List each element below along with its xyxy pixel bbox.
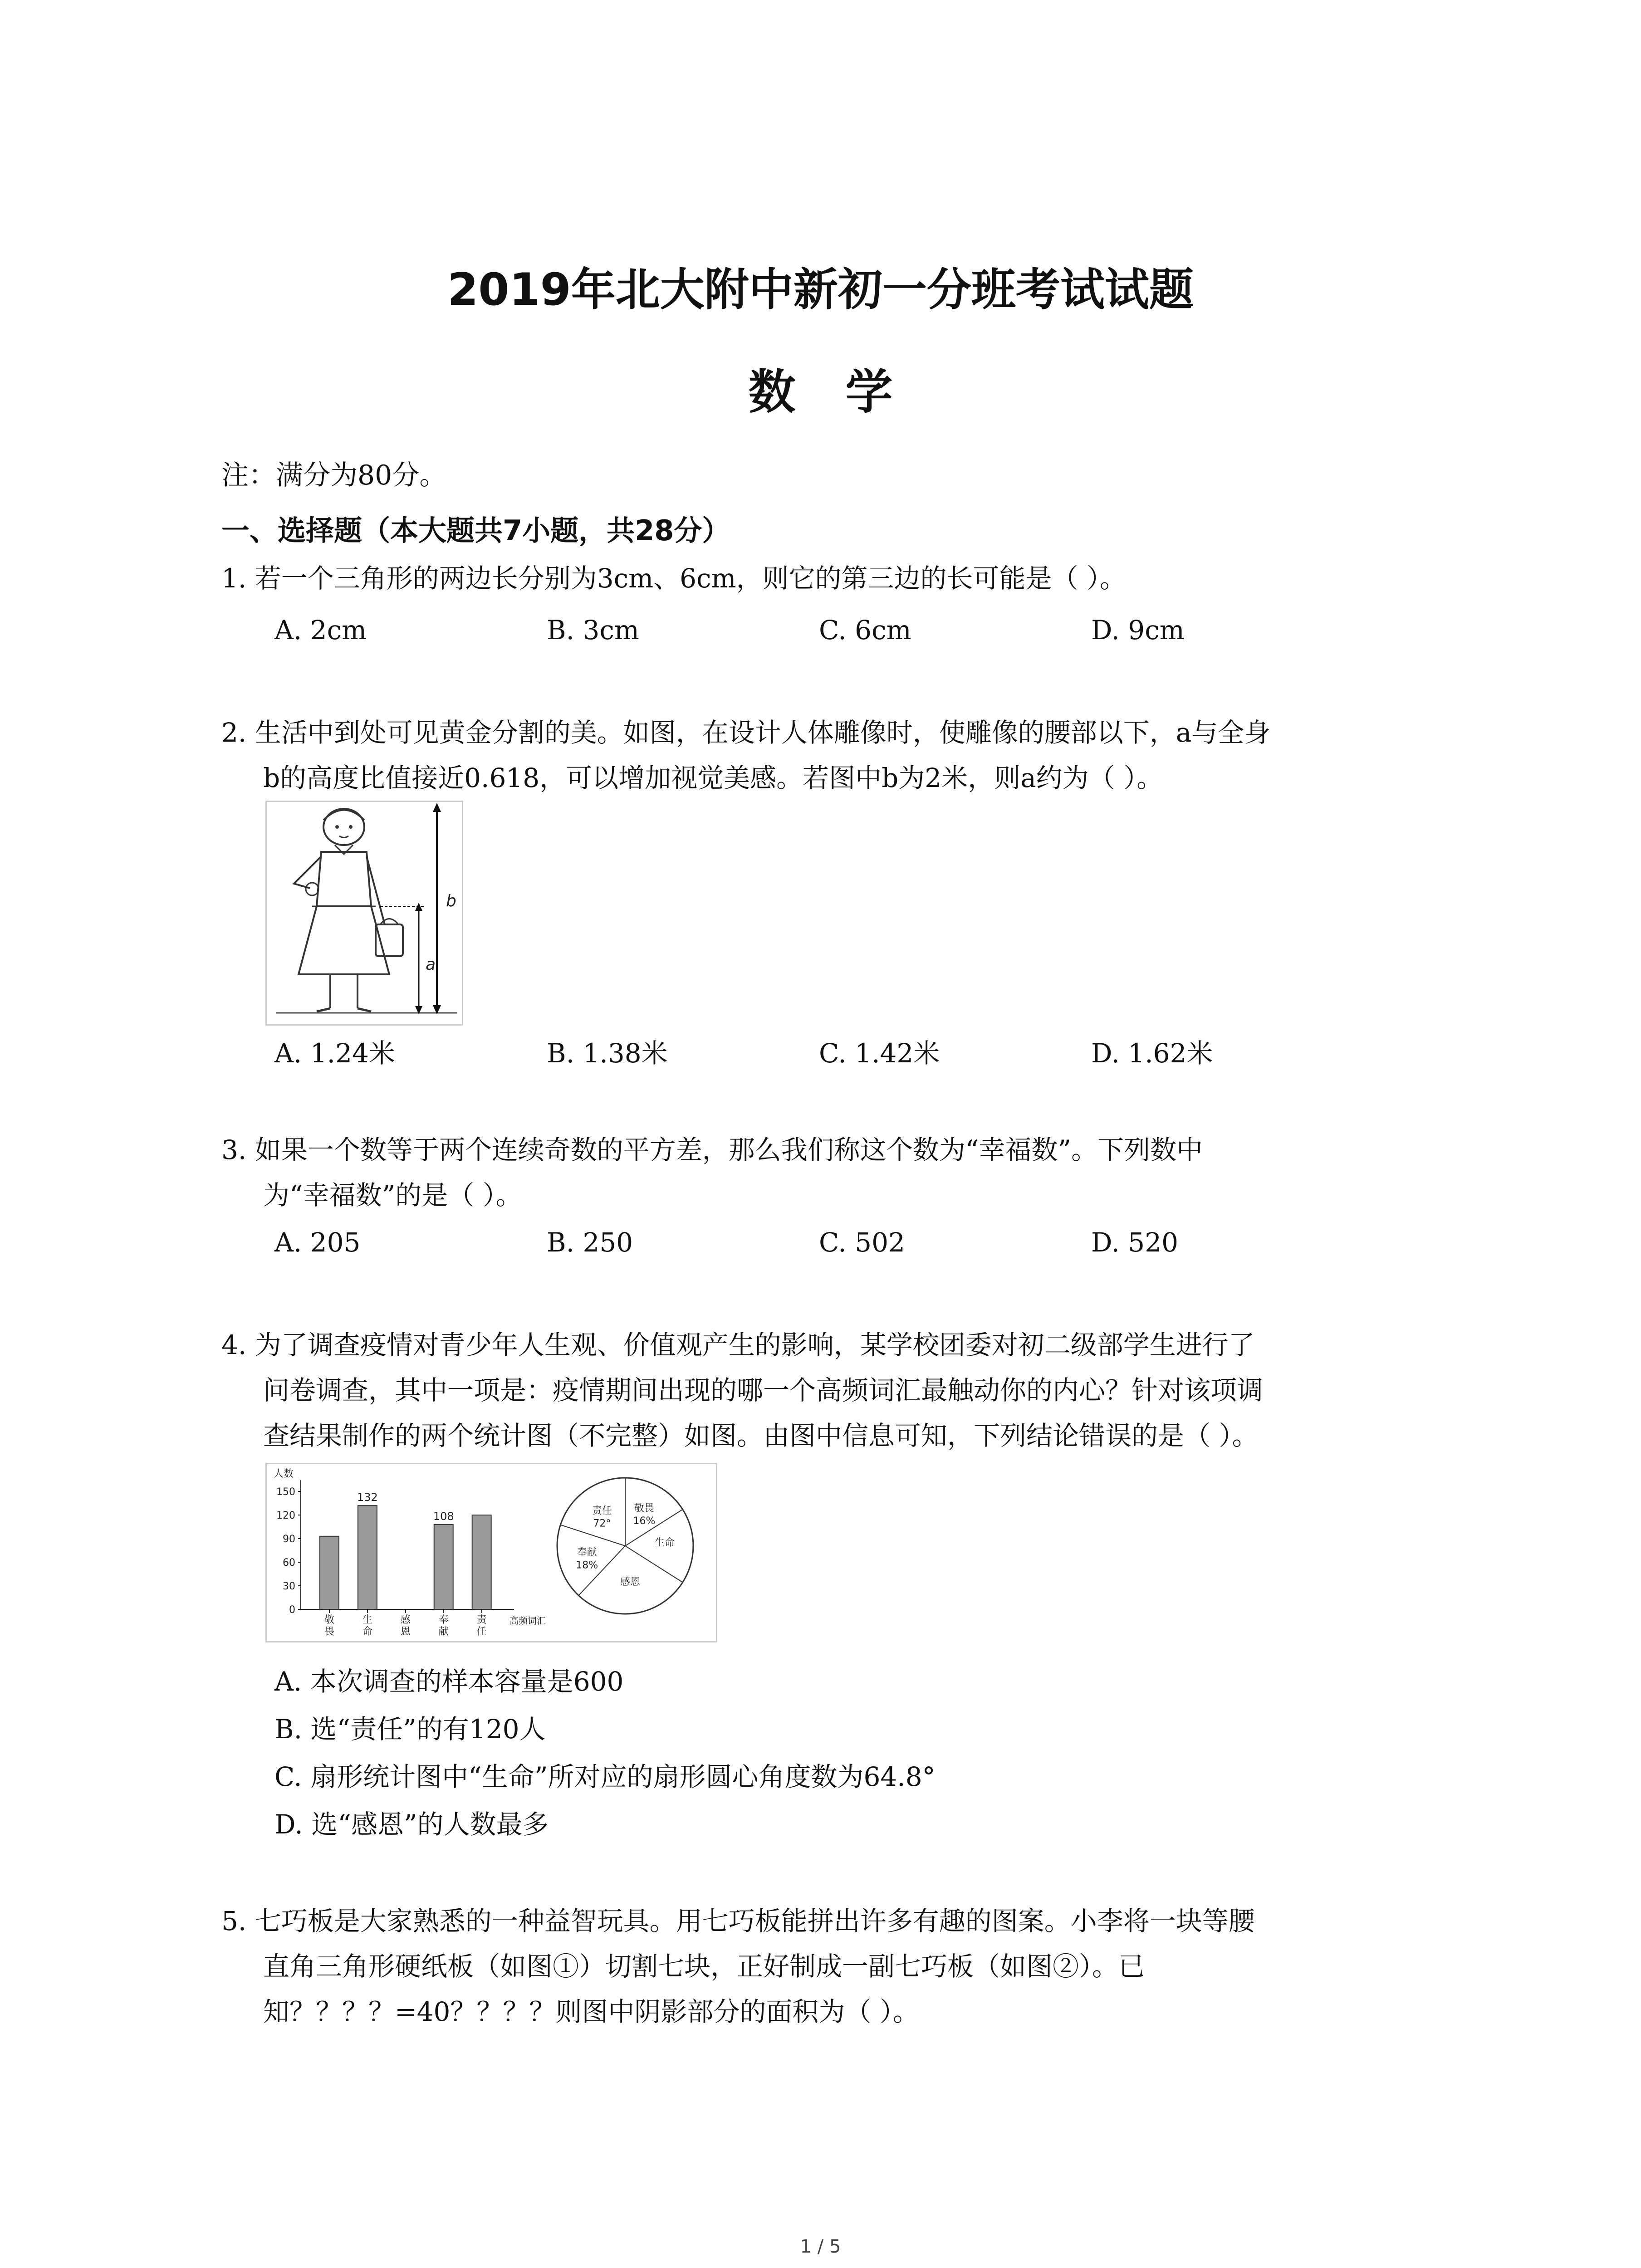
pie-label-生命: 生命 <box>654 1537 675 1549</box>
pie-value-敬畏: 16% <box>633 1515 656 1527</box>
q4-option-c: C. 扇形统计图中“生命”所对应的扇形圆心角度数为64.8° <box>274 1761 936 1792</box>
question-2-text-line2: b的高度比值接近0.618，可以增加视觉美感。若图中b为2米，则a约为（ ）。 <box>263 763 1163 793</box>
bar-敬畏 <box>320 1536 339 1609</box>
q4-option-d: D. 选“感恩”的人数最多 <box>274 1809 549 1840</box>
category-label: 感 <box>400 1614 411 1626</box>
pie-value-奉献: 18% <box>576 1559 598 1571</box>
q1-option-a: A. 2cm <box>274 615 367 645</box>
category-label: 恩 <box>400 1626 411 1637</box>
q1-option-c: C. 6cm <box>819 615 911 645</box>
category-label: 生 <box>362 1614 372 1626</box>
pie-label-感恩: 感恩 <box>620 1576 640 1588</box>
q3-option-d: D. 520 <box>1091 1227 1179 1258</box>
question-2-text-line1: 2. 生活中到处可见黄金分割的美。如图，在设计人体雕像时，使雕像的腰部以下，a与全身 <box>221 717 1271 748</box>
q2-option-b: B. 1.38米 <box>547 1038 668 1069</box>
data-label: 108 <box>433 1510 454 1523</box>
statistics-figure <box>265 1463 717 1642</box>
q2-option-a: A. 1.24米 <box>274 1038 395 1069</box>
question-5-text-line2: 直角三角形硬纸板（如图①）切割七块，正好制成一副七巧板（如图②）。已 <box>263 1951 1145 1982</box>
y-tick-label: 120 <box>276 1510 295 1521</box>
question-3-text-line1: 3. 如果一个数等于两个连续奇数的平方差，那么我们称这个数为“幸福数”。下列数中 <box>221 1134 1203 1165</box>
category-label: 责 <box>476 1614 487 1626</box>
label-a: a <box>426 955 436 974</box>
page-title: 2019年北大附中新初一分班考试试题 <box>447 264 1194 316</box>
q3-option-b: B. 250 <box>547 1227 633 1258</box>
question-5-text-line3: 知？？？？=40？？？？则图中阴影部分的面积为（ ）。 <box>263 1996 919 2027</box>
section-heading: 一、选择题（本大题共7小题，共28分） <box>221 514 730 547</box>
pie-label-敬畏: 敬畏 <box>634 1502 654 1514</box>
category-label: 敬 <box>324 1614 334 1626</box>
page-number: 1 / 5 <box>800 2236 841 2257</box>
label-b: b <box>446 892 456 910</box>
x-axis-label: 高频词汇 <box>509 1615 546 1626</box>
q3-option-a: A. 205 <box>274 1227 361 1258</box>
bar-责任 <box>472 1515 491 1609</box>
y-tick-label: 0 <box>289 1604 295 1616</box>
pie-label-责任: 责任 <box>592 1505 612 1517</box>
y-tick-label: 90 <box>283 1534 295 1545</box>
question-3-text-line2: 为“幸福数”的是（ ）。 <box>263 1180 522 1211</box>
data-label: 132 <box>357 1491 378 1504</box>
q4-option-b: B. 选“责任”的有120人 <box>274 1714 546 1745</box>
category-label: 奉 <box>438 1614 449 1626</box>
pie-value-责任: 72° <box>593 1518 611 1530</box>
subject-title: 数学 <box>748 364 943 420</box>
golden-ratio-figure <box>265 801 463 1026</box>
q2-option-c: C. 1.42米 <box>819 1038 940 1069</box>
y-tick-label: 60 <box>283 1557 295 1569</box>
question-1-text: 1. 若一个三角形的两边长分别为3cm、6cm，则它的第三边的长可能是（ ）。 <box>221 563 1126 594</box>
pie-label-奉献: 奉献 <box>577 1547 597 1559</box>
bar-生命 <box>358 1505 377 1609</box>
score-note: 注：满分为80分。 <box>221 459 447 491</box>
q4-option-a: A. 本次调查的样本容量是600 <box>274 1666 624 1697</box>
question-4-text-line2: 问卷调查，其中一项是：疫情期间出现的哪一个高频词汇最触动你的内心？针对该项调 <box>263 1375 1264 1406</box>
q1-option-d: D. 9cm <box>1091 615 1185 645</box>
question-4-text-line3: 查结果制作的两个统计图（不完整）如图。由图中信息可知，下列结论错误的是（ ）。 <box>263 1420 1259 1451</box>
q3-option-c: C. 502 <box>819 1227 905 1258</box>
q2-option-d: D. 1.62米 <box>1091 1038 1213 1069</box>
y-tick-label: 150 <box>276 1486 295 1498</box>
q1-option-b: B. 3cm <box>547 615 639 645</box>
question-4-text-line1: 4. 为了调查疫情对青少年人生观、价值观产生的影响，某学校团委对初二级部学生进行了 <box>221 1330 1255 1360</box>
category-label: 畏 <box>324 1626 334 1637</box>
y-axis-label: 人数 <box>274 1468 294 1480</box>
question-5-text-line1: 5. 七巧板是大家熟悉的一种益智玩具。用七巧板能拼出许多有趣的图案。小李将一块等腰 <box>221 1906 1255 1936</box>
bar-奉献 <box>434 1525 453 1609</box>
category-label: 献 <box>438 1626 449 1637</box>
category-label: 任 <box>476 1626 487 1637</box>
y-tick-label: 30 <box>283 1581 295 1592</box>
statue-drawing <box>267 802 462 1024</box>
bar-and-pie-chart <box>267 1464 716 1641</box>
category-label: 命 <box>362 1626 372 1637</box>
